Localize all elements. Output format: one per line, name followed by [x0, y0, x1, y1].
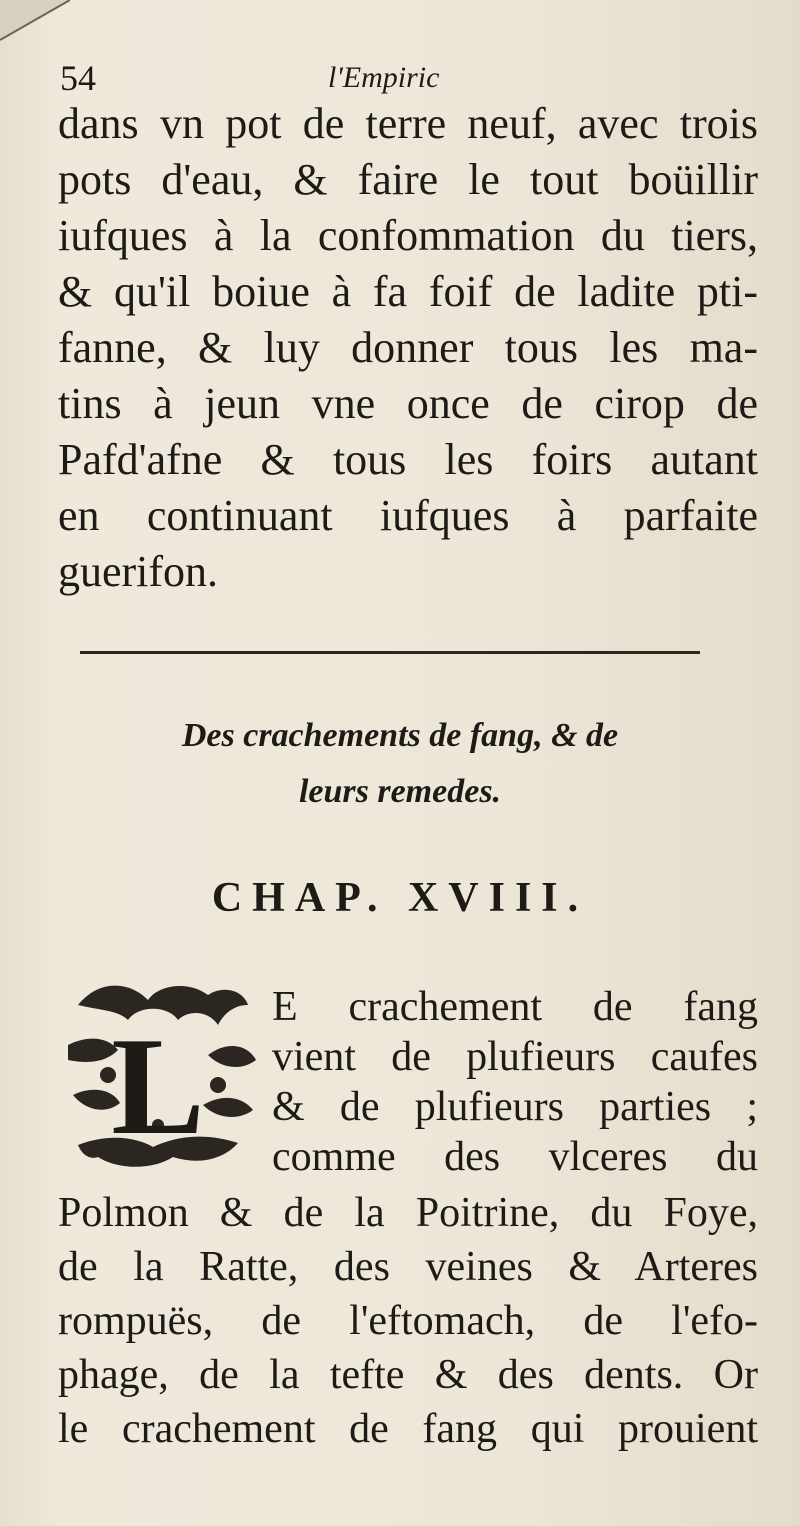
text-line: vient de plufieurs caufes: [272, 1034, 758, 1080]
text-line: de la Ratte, des veines & Arteres: [58, 1244, 758, 1290]
text-line: fanne, & luy donner tous les ma-: [58, 323, 758, 372]
chapter-heading-line: leurs remedes.: [298, 773, 502, 810]
text-line: le crachement de fang qui prouient: [58, 1406, 758, 1452]
text-line: Polmon & de la Poitrine, du Foye,: [58, 1190, 758, 1236]
text-line: & de plufieurs parties ;: [272, 1084, 758, 1130]
text-line: E crachement de fang: [272, 984, 758, 1030]
text-line: Pafd'afne & tous les foirs autant: [58, 435, 758, 484]
text-line: dans vn pot de terre neuf, avec trois: [58, 99, 758, 148]
text-line: iufques à la confommation du tiers,: [58, 211, 758, 260]
folded-corner-icon: [0, 0, 70, 50]
text-line: tins à jeun vne once de cirop de: [58, 379, 758, 428]
text-line: rompuës, de l'eftomach, de l'efo-: [58, 1298, 758, 1344]
chapter-heading-line: Des crachements de fang, & de: [181, 717, 619, 754]
chapter-opening-lines: [272, 982, 758, 1182]
text-line: phage, de la tefte & des dents. Or: [58, 1352, 758, 1398]
running-head: [60, 58, 740, 98]
chapter-heading: [0, 708, 800, 820]
chapter-number: CHAP. XVIII.: [211, 875, 589, 921]
page-number: 54: [60, 58, 96, 98]
text-line: comme des vlceres du: [272, 1134, 758, 1180]
top-paragraph: [58, 96, 758, 600]
text-line: & qu'il boiue à fa foif de ladite pti-: [58, 267, 758, 316]
text-line: pots d'eau, & faire le tout boüillir: [58, 155, 758, 204]
ornamental-drop-cap-icon: [58, 975, 258, 1175]
running-title: l'Empiric: [328, 61, 440, 94]
text-line: guerifon.: [58, 547, 219, 596]
section-divider: [80, 651, 700, 654]
text-line: en continuant iufques à parfaite: [58, 491, 758, 540]
chapter-body-text: [58, 1186, 758, 1456]
drop-cap-letter: L: [111, 1009, 205, 1164]
